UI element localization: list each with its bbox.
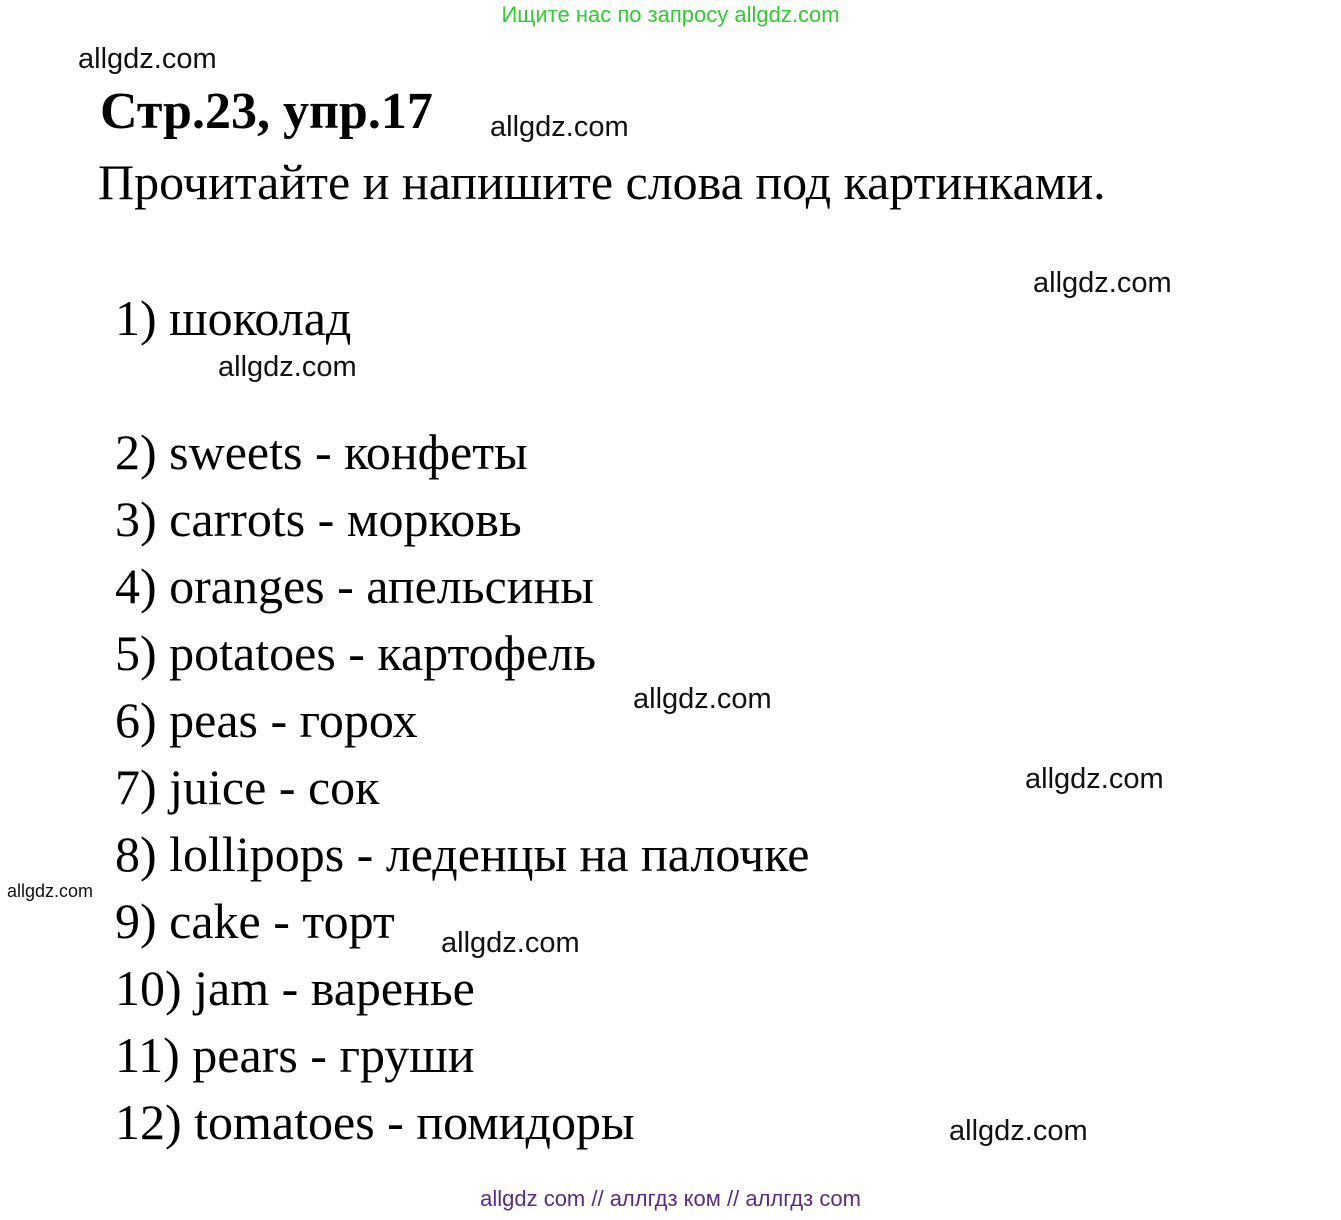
- answer-item-6: 6) peas - горох: [115, 692, 418, 748]
- watermark: allgdz.com: [218, 351, 357, 383]
- footer-text: allgdz com // аллгдз ком // аллгдз com: [480, 1186, 861, 1211]
- answer-item-8: 8) lollipops - леденцы на палочке: [115, 826, 810, 882]
- watermark: allgdz.com: [441, 927, 580, 959]
- watermark: allgdz.com: [949, 1115, 1088, 1147]
- answer-item-3: 3) carrots - морковь: [115, 491, 522, 547]
- watermark: allgdz.com: [7, 881, 94, 901]
- watermark: allgdz.com: [1033, 267, 1172, 299]
- top-banner: Ищите нас по запросу allgdz.com: [501, 2, 840, 27]
- instruction-text: Прочитайте и напишите слова под картинками.: [98, 154, 1106, 210]
- answer-item-4: 4) oranges - апельсины: [115, 558, 594, 614]
- answer-item-9: 9) cake - торт: [115, 893, 395, 949]
- watermark: allgdz.com: [78, 43, 217, 75]
- answer-item-2: 2) sweets - конфеты: [115, 424, 528, 480]
- watermark: allgdz.com: [633, 683, 772, 715]
- answer-item-7: 7) juice - сок: [115, 759, 380, 815]
- watermark: allgdz.com: [1025, 763, 1164, 795]
- answer-item-10: 10) jam - варенье: [115, 960, 475, 1016]
- answer-item-1: 1) шоколад: [115, 290, 352, 346]
- answer-item-5: 5) potatoes - картофель: [115, 625, 597, 681]
- watermark: allgdz.com: [490, 111, 629, 143]
- answer-item-12: 12) tomatoes - помидоры: [115, 1094, 635, 1150]
- answer-item-11: 11) pears - груши: [115, 1027, 475, 1083]
- page-title: Стр.23, упр.17: [100, 83, 433, 140]
